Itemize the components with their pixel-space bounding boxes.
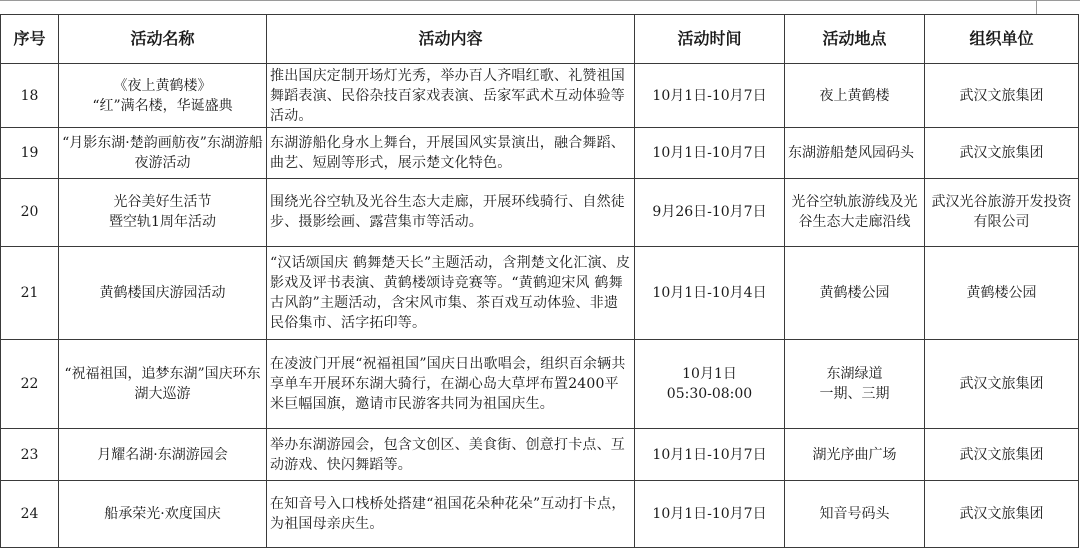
cell-org-line: 武汉文旅集团	[959, 87, 1044, 104]
cell-place-line: 黄鹤楼公园	[819, 285, 890, 302]
table-row	[1, 247, 1079, 340]
cell-content: 在凌波门开展“祝福祖国”国庆日出歌唱会，组织百余辆共享单车开展环东湖大骑行，在湖心岛大草坪布置2400平米巨幅国旗，邀请市民游客共同为祖国庆生。	[267, 340, 635, 429]
cell-time-line: 05:30-08:00	[666, 386, 753, 403]
cell-place-line: 东湖绿道	[826, 366, 883, 383]
cell-name	[59, 128, 267, 178]
cell-name-line: 黄鹤楼国庆游园活动	[99, 285, 226, 302]
cell-org-line: 武汉光谷旅游开发投资有限公司	[931, 194, 1072, 231]
cell-name-line: “月影东湖·楚韵画舫夜”东湖游船夜游活动	[62, 135, 263, 172]
cell-time	[635, 128, 785, 178]
cell-org-line: 黄鹤楼公园	[966, 285, 1037, 302]
cell-place-line: 光谷空轨旅游线及光谷生态大走廊沿线	[791, 194, 918, 231]
cell-no: 22	[1, 340, 59, 429]
cell-name	[59, 178, 267, 247]
cell-name-line: “祝福祖国，追梦东湖”国庆环东湖大巡游	[64, 366, 261, 403]
page-corner-mark	[1036, 0, 1037, 14]
cell-place	[785, 340, 925, 429]
header-name: 活动名称	[59, 15, 267, 64]
cell-name	[59, 429, 267, 481]
cell-content: 东湖游船化身水上舞台，开展国风实景演出，融合舞蹈、曲艺、短剧等形式，展示楚文化特色。	[267, 128, 635, 178]
cell-time	[635, 481, 785, 548]
cell-org-line: 武汉文旅集团	[959, 145, 1044, 162]
cell-time-line: 10月1日-10月7日	[652, 145, 767, 162]
cell-org-line: 武汉文旅集团	[959, 446, 1044, 463]
cell-time-line: 9月26日-10月7日	[652, 204, 767, 221]
cell-place	[785, 481, 925, 548]
cell-name-line: “红”满名楼，华诞盛典	[92, 97, 233, 114]
cell-place	[785, 429, 925, 481]
cell-place-line: 知音号码头	[819, 506, 890, 523]
cell-place-line: 夜上黄鹤楼	[819, 87, 890, 104]
cell-name-line: 暨空轨1周年活动	[109, 214, 216, 231]
cell-name	[59, 64, 267, 128]
cell-place-line: 湖光序曲广场	[812, 446, 897, 463]
cell-time	[635, 178, 785, 247]
cell-time-line: 10月1日-10月7日	[652, 506, 767, 523]
cell-name	[59, 340, 267, 429]
cell-org-line: 武汉文旅集团	[959, 376, 1044, 393]
cell-org	[925, 178, 1079, 247]
table-row	[1, 340, 1079, 429]
cell-place	[785, 178, 925, 247]
header-time: 活动时间	[635, 15, 785, 64]
table-row	[1, 64, 1079, 128]
cell-time	[635, 429, 785, 481]
cell-name	[59, 247, 267, 340]
cell-place	[785, 128, 925, 178]
cell-content: 围绕光谷空轨及光谷生态大走廊，开展环线骑行、自然徒步、摄影绘画、露营集市等活动。	[267, 178, 635, 247]
cell-time	[635, 247, 785, 340]
table-header-row	[1, 15, 1079, 64]
cell-time	[635, 64, 785, 128]
header-no: 序号	[1, 15, 59, 64]
cell-time-line: 10月1日-10月4日	[652, 285, 767, 302]
cell-no: 24	[1, 481, 59, 548]
cell-name	[59, 481, 267, 548]
cell-time-line: 10月1日-10月7日	[652, 446, 767, 463]
cell-place	[785, 64, 925, 128]
header-place: 活动地点	[785, 15, 925, 64]
header-content: 活动内容	[267, 15, 635, 64]
cell-time-line: 10月1日	[682, 366, 737, 383]
cell-org-line: 武汉文旅集团	[959, 506, 1044, 523]
cell-no: 18	[1, 64, 59, 128]
cell-org	[925, 429, 1079, 481]
cell-org	[925, 64, 1079, 128]
cell-place-line: 东湖游船楚风园码头	[788, 145, 914, 162]
cell-content: 推出国庆定制开场灯光秀，举办百人齐唱红歌、礼赞祖国舞蹈表演、民俗杂技百家戏表演、岳家军武术互动体验等活动。	[267, 64, 635, 128]
cell-content: 举办东湖游园会，包含文创区、美食街、创意打卡点、互动游戏、快闪舞蹈等。	[267, 429, 635, 481]
cell-name-line: 月耀名湖·东湖游园会	[97, 446, 228, 463]
table-row	[1, 481, 1079, 548]
activity-table	[0, 14, 1079, 548]
cell-org	[925, 247, 1079, 340]
cell-org	[925, 340, 1079, 429]
cell-no: 23	[1, 429, 59, 481]
cell-place	[785, 247, 925, 340]
cell-no: 20	[1, 178, 59, 247]
cell-content: 在知音号入口栈桥处搭建“祖国花朵种花朵”互动打卡点，为祖国母亲庆生。	[267, 481, 635, 548]
cell-time-line: 10月1日-10月7日	[652, 87, 767, 104]
cell-org	[925, 128, 1079, 178]
cell-no: 19	[1, 128, 59, 178]
page-top-border	[0, 0, 1080, 6]
header-org: 组织单位	[925, 15, 1079, 64]
table-row	[1, 128, 1079, 178]
cell-name-line: 船承荣光·欢度国庆	[104, 506, 221, 523]
table-row	[1, 429, 1079, 481]
cell-content: “汉话颂国庆 鹤舞楚天长”主题活动，含荆楚文化汇演、皮影戏及评书表演、黄鹤楼颂诗竞赛等。“黄鹤迎宋风 鹤舞古风韵”主题活动，含宋风市集、茶百戏互动体验、非遗民俗集市、活字拓印等。	[267, 247, 635, 340]
cell-place-line: 一期、三期	[819, 386, 890, 403]
table-row	[1, 178, 1079, 247]
cell-name-line: 《夜上黄鹤楼》	[113, 77, 212, 94]
cell-time	[635, 340, 785, 429]
cell-no: 21	[1, 247, 59, 340]
cell-name-line: 光谷美好生活节	[113, 194, 212, 211]
cell-org	[925, 481, 1079, 548]
